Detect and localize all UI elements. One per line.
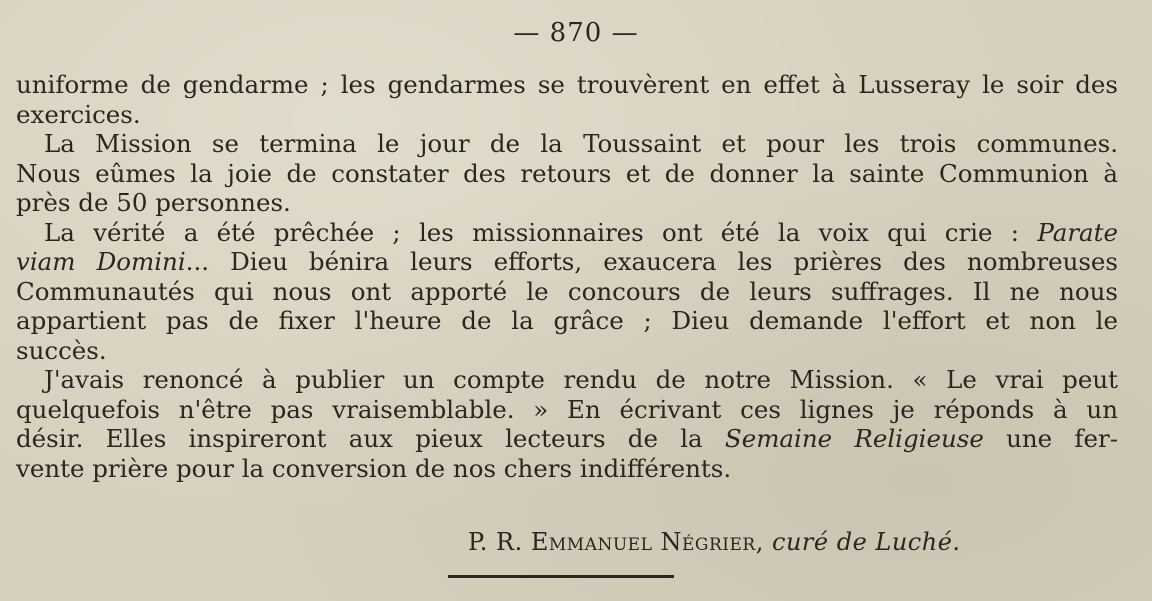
text-line: exercices. [16,99,141,129]
text-line: succès. [16,335,107,365]
text-line: vente prière pour la conversion de nos chers indifférents. [16,453,732,483]
text-line [16,424,1118,454]
paragraph-3 [16,218,1118,366]
page-number: — 870 — [513,18,639,48]
text-line: Nous eûmes la joie de constater des retours et de donner la sainte Communion à [16,158,1118,188]
italic-span: Parate [1037,217,1118,247]
text-line [16,365,1118,395]
text-span: La Mission se termina le jour de la Toussaint et pour les trois communes. [44,129,1118,158]
text-line: appartient pas de fixer l'heure de la grâce ; Dieu demande l'effort et non le [16,306,1118,335]
text-span: désir. Elles inspireront aux pieux lecteurs de la [16,424,725,453]
text-line [16,129,1118,159]
italic-span: viam Domini [16,247,186,276]
text-line: uniforme de gendarme ; les gendarmes se trouvèrent en effet à Lusseray le soir des [16,70,1118,99]
paragraph-1 [16,70,1118,129]
section-divider [448,575,674,578]
body-text [16,70,1118,483]
paragraph-4 [16,365,1118,483]
text-line [16,247,1118,277]
text-line: près de 50 personnes. [16,188,291,217]
text-span: une fer- [983,424,1118,453]
text-span: ... Dieu bénira leurs efforts, exaucera les prières des nombreuses [185,247,1118,276]
text-span: La vérité a été prêchée ; les missionnaires ont été la voix qui crie : [44,217,1038,247]
paragraph-2 [16,129,1118,218]
signature [468,528,961,556]
text-line: Communautés qui nous ont apporté le concours de leurs suffrages. Il ne nous [16,276,1118,306]
signature-name: P. R. Emmanuel Négrier, [468,528,764,556]
signature-place: curé de Luché. [772,528,961,556]
text-span: J'avais renoncé à publier un compte rendu de notre Mission. « Le vrai peut [44,365,1118,394]
italic-span: Semaine Religieuse [724,424,984,453]
text-line [16,218,1118,248]
text-line: quelquefois n'être pas vraisemblable. » En écrivant ces lignes je réponds à un [16,394,1118,424]
